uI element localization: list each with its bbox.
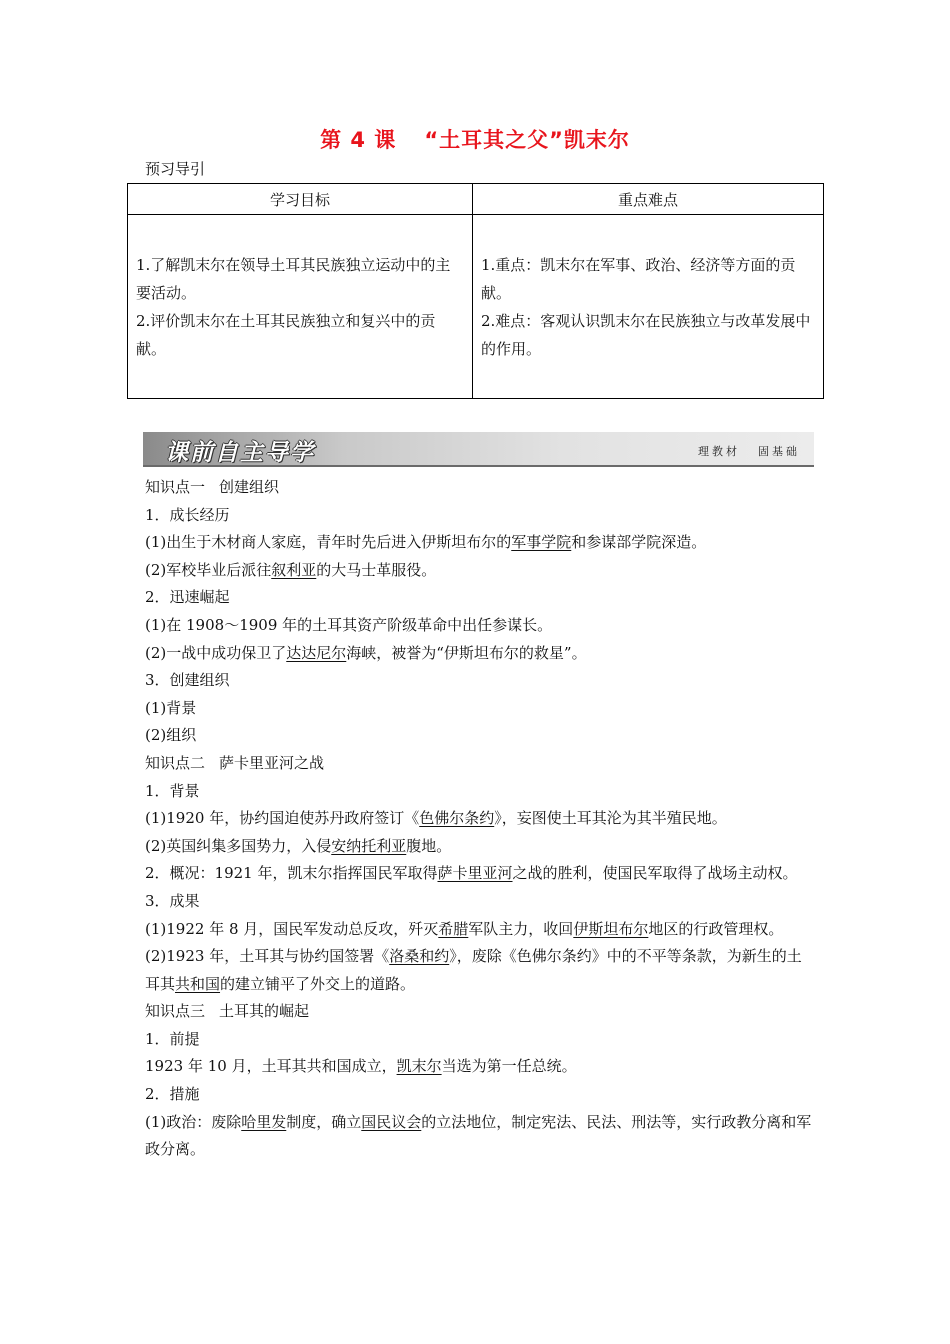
subheading: 1．成长经历 (145, 505, 230, 524)
paragraph: (2)一战中成功保卫了达达尼尔海峡，被誉为“伊斯坦布尔的救星”。 (145, 643, 587, 662)
paragraph: (1)1922 年 8 月，国民军发动总反攻，歼灭希腊军队主力，收回伊斯坦布尔地区的行政管理权。 (145, 919, 784, 938)
goals-cell (128, 215, 473, 399)
subheading: 1．背景 (145, 781, 200, 800)
goal-item: 2.评价凯末尔在土耳其民族独立和复兴中的贡献。 (136, 311, 436, 358)
underlined-term: 共和国 (175, 974, 221, 993)
paragraph: (2)组织 (145, 726, 197, 745)
underlined-term: 国民议会 (361, 1112, 422, 1131)
lesson-title (0, 124, 950, 154)
subheading: 1．前提 (145, 1029, 200, 1048)
underlined-term: 哈里发 (241, 1112, 287, 1131)
key-point-item: 2.难点：客观认识凯末尔在民族独立与改革发展中的作用。 (481, 311, 811, 358)
paragraph: 1923 年 10 月，土耳其共和国成立，凯末尔当选为第一任总统。 (145, 1057, 577, 1076)
underlined-term: 色佛尔条约 (419, 809, 495, 828)
key-point-item: 1.重点：凯末尔在军事、政治、经济等方面的贡献。 (481, 255, 796, 302)
underlined-term: 希腊 (438, 919, 469, 938)
banner-title: 课前自主导学 (165, 440, 315, 466)
knowledge-point-heading: 知识点二 萨卡里亚河之战 (145, 753, 325, 772)
paragraph: (1)出生于木材商人家庭，青年时先后进入伊斯坦布尔的军事学院和参谋部学院深造。 (145, 533, 707, 552)
preview-label: 预习导引 (145, 160, 206, 178)
banner-tag: 理教材 (698, 445, 740, 458)
lesson-name: “土耳其之父”凯末尔 (424, 128, 630, 152)
lesson-number: 第 4 课 (320, 128, 397, 152)
underlined-term: 凯末尔 (396, 1057, 442, 1076)
paragraph: (2)1923 年，土耳其与协约国签署《洛桑和约》，废除《色佛尔条约》中的不平等条款，为新生的土耳其共和国的建立铺平了外交上的道路。 (145, 947, 802, 993)
goals-table (127, 183, 824, 399)
content-body (145, 474, 815, 1164)
underlined-term: 洛桑和约 (389, 947, 450, 966)
underlined-term: 伊斯坦布尔 (573, 919, 649, 938)
knowledge-point-heading: 知识点一 创建组织 (145, 478, 280, 496)
subheading: 2．措施 (145, 1085, 200, 1104)
underlined-term: 安纳托利亚 (331, 836, 407, 855)
paragraph: (1)1920 年，协约国迫使苏丹政府签订《色佛尔条约》，妄图使土耳其沦为其半殖民地。 (145, 809, 727, 828)
key-points-header: 重点难点 (473, 184, 824, 215)
goals-header: 学习目标 (128, 184, 473, 215)
paragraph: (2)军校毕业后派往叙利亚的大马士革服役。 (145, 560, 437, 579)
underlined-term: 叙利亚 (271, 560, 317, 579)
paragraph: 2．概况：1921 年，凯末尔指挥国民军取得萨卡里亚河之战的胜利，使国民军取得了战场主动权。 (145, 864, 798, 883)
subheading: 3．成果 (145, 891, 200, 910)
section-banner (143, 432, 814, 467)
paragraph: (2)英国纠集多国势力，入侵安纳托利亚腹地。 (145, 836, 452, 855)
subheading: 3．创建组织 (145, 671, 230, 690)
knowledge-point-heading: 知识点三 土耳其的崛起 (145, 1002, 310, 1021)
banner-tags (698, 443, 800, 459)
paragraph: (1)政治：废除哈里发制度，确立国民议会的立法地位，制定宪法、民法、刑法等，实行政教分离和军政分离。 (145, 1112, 812, 1159)
banner-tag: 固基础 (758, 445, 800, 458)
underlined-term: 达达尼尔 (286, 643, 347, 662)
key-points-cell (473, 215, 824, 399)
underlined-term: 萨卡里亚河 (437, 864, 513, 883)
subheading: 2．迅速崛起 (145, 588, 230, 607)
paragraph: (1)背景 (145, 698, 197, 717)
paragraph: (1)在 1908～1909 年的土耳其资产阶级革命中出任参谋长。 (145, 615, 553, 634)
underlined-term: 军事学院 (511, 533, 572, 552)
goal-item: 1.了解凯末尔在领导土耳其民族独立运动中的主要活动。 (136, 255, 451, 302)
